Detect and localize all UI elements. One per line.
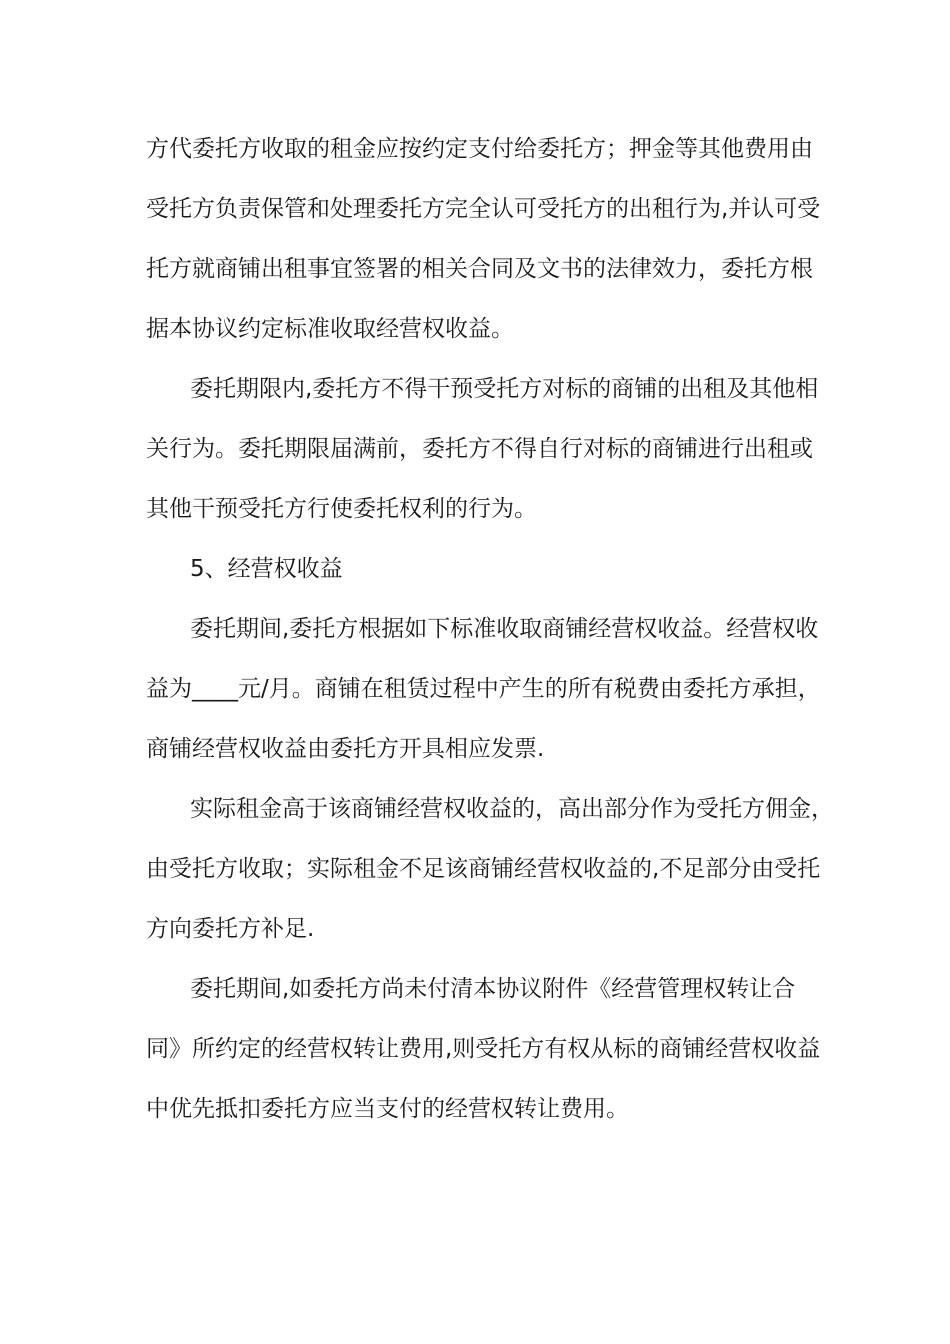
- text-line: 据本协议约定标准收取经营权收益。: [146, 316, 514, 342]
- section-title: 5、经营权收益: [190, 556, 343, 582]
- text-line: 方向委托方补足.: [146, 916, 315, 942]
- text-line: 方代委托方收取的租金应按约定支付给委托方；押金等其他费用由: [146, 136, 813, 162]
- text-line: 委托期间,如委托方尚未付清本协议附件《经营管理权转让合: [190, 976, 796, 1002]
- text-line: 中优先抵扣委托方应当支付的经营权转让费用。: [146, 1096, 629, 1122]
- text-line: 益为____元/月。商铺在租赁过程中产生的所有税费由委托方承担，: [146, 676, 821, 702]
- text-line: 由受托方收取；实际租金不足该商铺经营权收益的,不足部分由受托: [146, 856, 821, 882]
- paragraph-3: [146, 612, 826, 767]
- text-line: 其他干预受托方行使委托权利的行为。: [146, 496, 537, 522]
- paragraph-5: [146, 972, 826, 1127]
- paragraph-4: [146, 792, 834, 947]
- paragraph-1: [146, 132, 826, 347]
- text-line: 商铺经营权收益由委托方开具相应发票.: [146, 736, 545, 762]
- paragraph-2: [146, 372, 826, 527]
- text-line: 受托方负责保管和处理委托方完全认可受托方的出租行为,并认可受: [146, 196, 821, 222]
- text-line: 委托期间,委托方根据如下标准收取商铺经营权收益。经营权收: [190, 616, 819, 642]
- section-heading-5: [146, 552, 826, 587]
- text-line: 实际租金高于该商铺经营权收益的，高出部分作为受托方佣金，: [190, 796, 834, 822]
- document-body: [146, 132, 834, 1152]
- text-line: 关行为。委托期限届满前，委托方不得自行对标的商铺进行出租或: [146, 436, 813, 462]
- text-line: 委托期限内,委托方不得干预受托方对标的商铺的出租及其他相: [190, 376, 819, 402]
- text-line: 同》所约定的经营权转让费用,则受托方有权从标的商铺经营权收益: [146, 1036, 821, 1062]
- text-line: 托方就商铺出租事宜签署的相关合同及文书的法律效力，委托方根: [146, 256, 813, 282]
